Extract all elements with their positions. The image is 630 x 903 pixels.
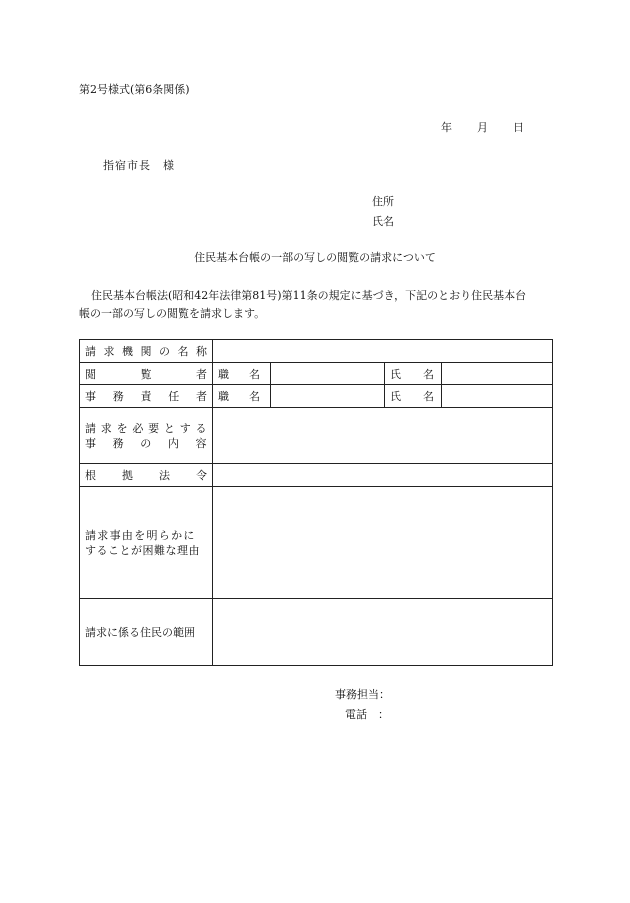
footer-phone-label: 電話 ： <box>345 708 389 721</box>
body-text-line-2: 帳の一部の写しの閲覧を請求します。 <box>79 307 266 320</box>
date-year: 年 <box>441 121 452 134</box>
table-row-viewer <box>80 363 553 385</box>
responsible-job-title-value[interactable] <box>271 385 385 408</box>
purpose-label: 請 求 を 必 要 と す る 事 務 の 内 容 <box>80 408 213 464</box>
date-day: 日 <box>513 121 524 134</box>
addressee: 指宿市長 様 <box>103 159 175 172</box>
legal-basis-value[interactable] <box>213 464 553 487</box>
purpose-value[interactable] <box>213 408 553 464</box>
viewer-label: 閲 覧 者 <box>80 363 213 385</box>
responsible-job-title-label: 職 名 <box>213 385 271 408</box>
responsible-name-label: 氏 名 <box>385 385 442 408</box>
requesting-org-value[interactable] <box>213 340 553 363</box>
form-number: 第2号様式(第6条関係) <box>79 83 190 96</box>
body-text-line-1: 住民基本台帳法(昭和42年法律第81号)第11条の規定に基づき，下記のとおり住民基本台 <box>91 289 527 302</box>
table-row-difficulty-reason <box>80 487 553 599</box>
table-row-legal-basis <box>80 464 553 487</box>
viewer-name-value[interactable] <box>442 363 553 385</box>
request-table <box>79 339 553 666</box>
date-line <box>441 119 524 135</box>
difficulty-reason-value[interactable] <box>213 487 553 599</box>
viewer-job-title-value[interactable] <box>271 363 385 385</box>
responsible-name-value[interactable] <box>442 385 553 408</box>
viewer-job-title-label: 職 名 <box>213 363 271 385</box>
document-title: 住民基本台帳の一部の写しの閲覧の請求について <box>194 251 436 264</box>
scope-value[interactable] <box>213 599 553 666</box>
table-row-requesting-org <box>80 340 553 363</box>
viewer-name-label: 氏 名 <box>385 363 442 385</box>
legal-basis-label: 根 拠 法 令 <box>80 464 213 487</box>
table-row-purpose <box>80 408 553 464</box>
name-label: 氏名 <box>372 215 394 228</box>
requesting-org-label: 請 求 機 関 の 名 称 <box>80 340 213 363</box>
footer-staff-label: 事務担当： <box>335 688 390 701</box>
responsible-person-label: 事 務 責 任 者 <box>80 385 213 408</box>
difficulty-reason-label: 請求事由を明らかに することが困難な理由 <box>80 487 213 599</box>
table-row-scope <box>80 599 553 666</box>
date-month: 月 <box>477 121 488 134</box>
table-row-responsible <box>80 385 553 408</box>
address-label: 住所 <box>372 195 394 208</box>
scope-label: 請求に係る住民の範囲 <box>80 599 213 666</box>
